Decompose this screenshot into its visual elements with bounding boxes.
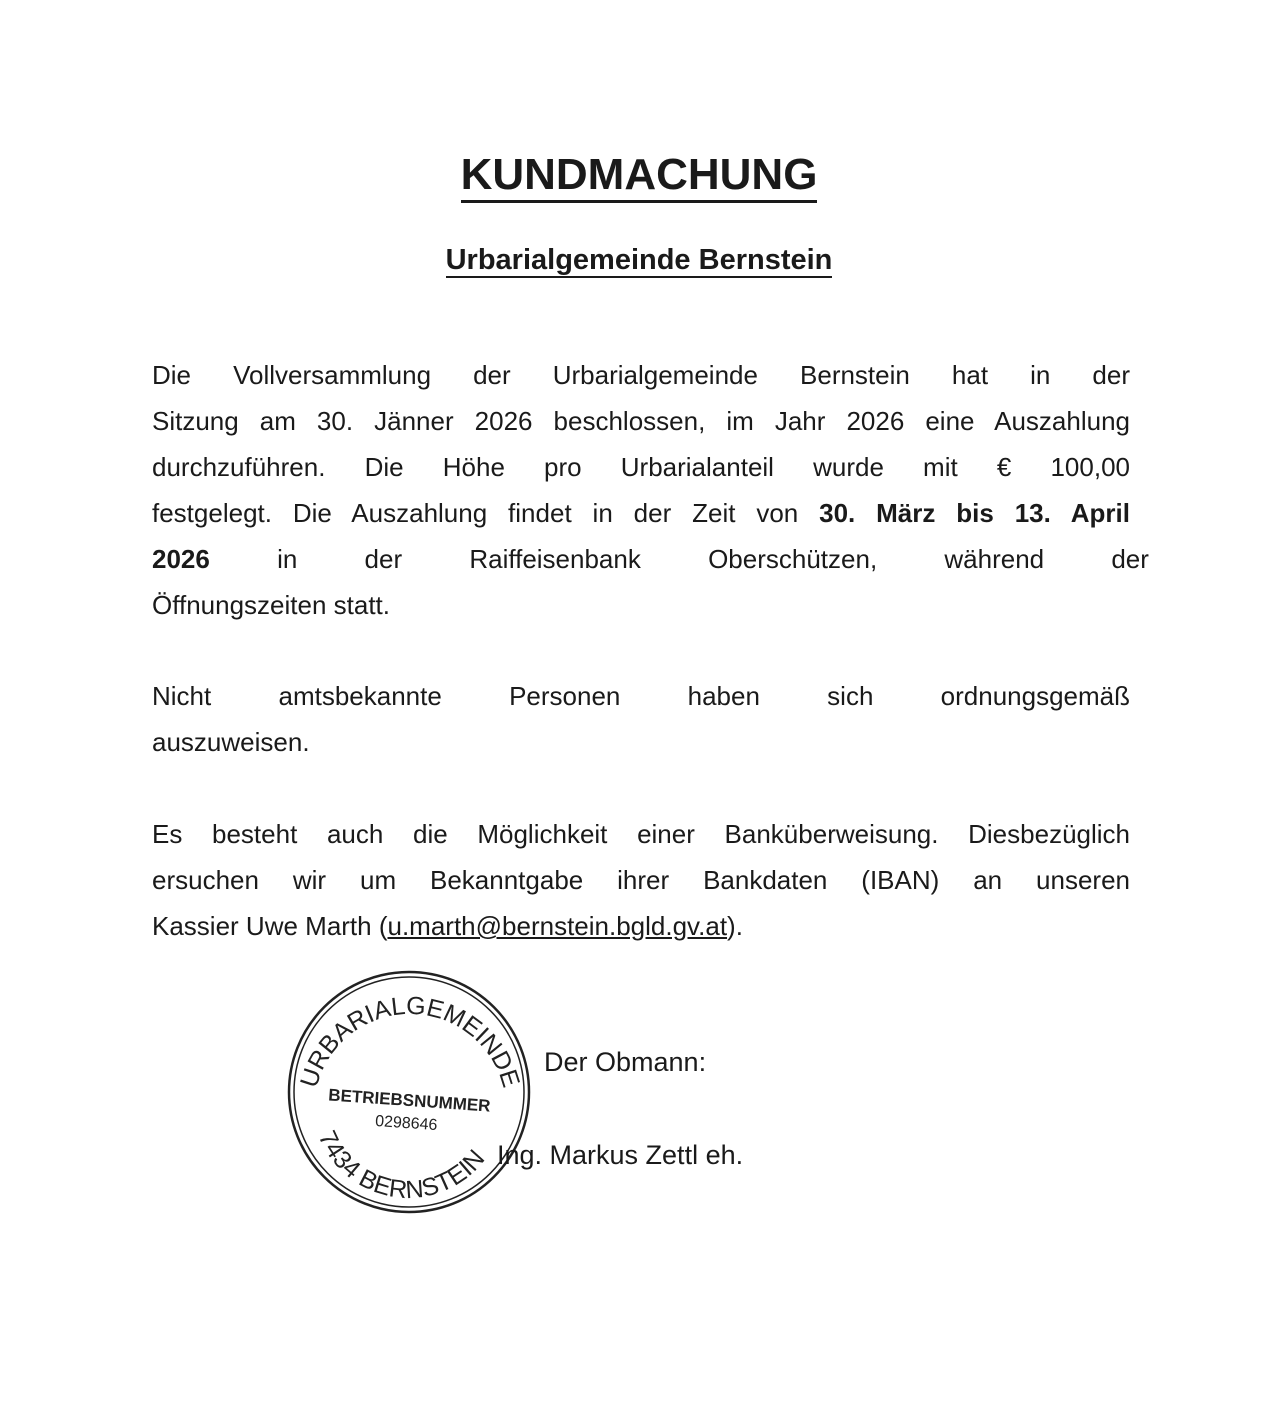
text-line: auszuweisen. — [152, 727, 310, 757]
text-line — [152, 536, 1149, 582]
text-segment: festgelegt. Die Auszahlung findet in der Zeit von — [152, 498, 820, 528]
text-line: Die Vollversammlung der Urbarialgemeinde Bernstein hat in der — [152, 360, 1130, 390]
text-line: Es besteht auch die Möglichkeit einer Banküberweisung. Diesbezüglich — [152, 819, 1130, 849]
official-stamp — [284, 970, 534, 1220]
signature-role: Der Obmann: — [544, 1047, 707, 1077]
text-line: Nicht amtsbekannte Personen haben sich ordnungsgemäß — [152, 681, 1130, 711]
text-segment: in der Raiffeisenbank Oberschützen, während der — [209, 544, 1149, 574]
paragraph-payout — [152, 352, 1149, 628]
text-line: ersuchen wir um Bekanntgabe ihrer Bankdaten (IBAN) an unseren — [152, 865, 1130, 895]
text-line — [152, 490, 1130, 536]
payout-year: 2026 — [152, 544, 210, 574]
text-segment: Kassier Uwe Marth ( — [152, 911, 388, 941]
text-line: durchzuführen. Die Höhe pro Urbarialanteil wurde mit € 100,00 — [152, 452, 1130, 482]
text-segment: ). — [727, 911, 743, 941]
stamp-number: 0298646 — [374, 1112, 438, 1135]
text-line — [152, 903, 1130, 949]
signature-name: Ing. Markus Zettl eh. — [497, 1140, 744, 1170]
text-line: Sitzung am 30. Jänner 2026 beschlossen, im Jahr 2026 eine Auszahlung — [152, 406, 1130, 436]
page-subtitle — [0, 244, 1278, 277]
paragraph-bank-transfer — [152, 811, 1130, 949]
email-link[interactable]: u.marth@bernstein.bgld.gv.at — [387, 911, 728, 941]
text-line: Öffnungszeiten statt. — [152, 590, 390, 620]
payout-period: 30. März bis 13. April — [819, 498, 1130, 528]
stamp-text-bottom: 7434 BERNSTEIN — [312, 1126, 491, 1205]
paragraph-identification — [152, 673, 1130, 765]
stamp-text-top: URBARIALGEMEINDE — [295, 991, 525, 1091]
subtitle-text: Urbarialgemeinde Bernstein — [445, 244, 833, 276]
title-text: KUNDMACHUNG — [461, 150, 818, 203]
stamp-text-middle: BETRIEBSNUMMER — [327, 1085, 492, 1116]
page-title — [0, 150, 1278, 200]
